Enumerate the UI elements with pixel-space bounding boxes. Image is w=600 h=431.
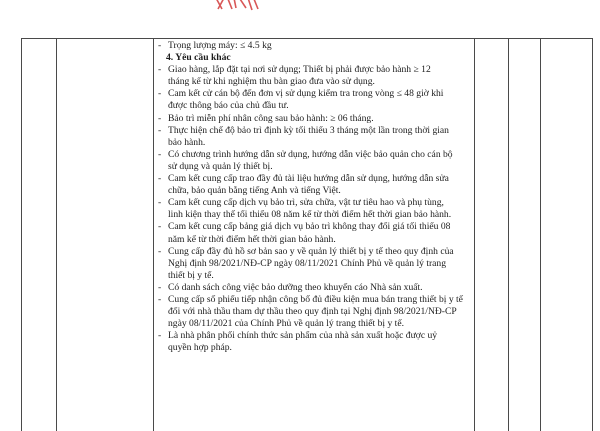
list-item	[158, 246, 470, 282]
bullet-dash: -	[158, 88, 162, 100]
list-item-text	[168, 197, 470, 221]
list-item	[158, 221, 470, 245]
list-item-text	[168, 125, 470, 149]
bullet-dash: -	[158, 245, 162, 257]
list-item-line: Có danh sách công việc bảo dưỡng theo khuyến cáo Nhà sản xuất.	[168, 281, 423, 293]
table-column-divider	[540, 38, 541, 431]
list-item-line: Giao hàng, lắp đặt tại nơi sử dụng; Thiết bị phải được bảo hành ≥ 12	[168, 64, 431, 76]
bullet-dash: -	[158, 148, 162, 160]
list-item-line: Cung cấp số phiếu tiếp nhận công bố đủ điều kiện mua bán trang thiết bị y tế	[168, 293, 463, 305]
list-item-text	[168, 246, 470, 282]
section-heading: 4. Yêu cầu khác	[166, 52, 231, 64]
table-border-top	[21, 38, 593, 39]
bullet-dash: -	[158, 293, 162, 305]
list-item-text	[168, 113, 470, 125]
list-item-line: Cam kết cung cấp dịch vụ bảo trì, sửa chữa, vật tư tiêu hao và phụ tùng,	[168, 197, 444, 209]
requirements-list	[158, 64, 470, 354]
list-item-text	[168, 149, 470, 173]
list-item-text	[168, 173, 470, 197]
list-item-text	[168, 282, 470, 294]
bullet-dash: -	[158, 197, 162, 209]
list-item	[158, 125, 470, 149]
list-item-text	[168, 221, 470, 245]
list-item-line: được thông báo của chủ đầu tư.	[168, 100, 289, 112]
list-item-line: năm kể từ thời điểm hết thời gian bảo hành.	[168, 233, 336, 245]
list-item-text	[168, 64, 470, 88]
bullet-dash: -	[158, 330, 162, 342]
list-item	[158, 149, 470, 173]
list-item-line: Cam kết cung cấp trao đầy đủ tài liệu hướng dẫn sử dụng, hướng dẫn sửa	[168, 173, 449, 185]
table-column-divider	[153, 38, 154, 431]
list-item-line: sử dụng và quản lý thiết bị.	[168, 160, 273, 172]
bullet-dash: -	[158, 173, 162, 185]
list-item-text	[168, 88, 470, 112]
list-item-text	[168, 330, 470, 354]
list-item-line: Thực hiện chế độ bảo trì định kỳ tối thiểu 3 tháng một lần trong thời gian	[168, 124, 449, 136]
list-item-line: Cam kết cung cấp bảng giá dịch vụ bảo trì không thay đổi giá tối thiểu 08	[168, 221, 451, 233]
list-item-line: chữa, bảo quản bằng tiếng Anh và tiếng Việt.	[168, 185, 341, 197]
list-item	[158, 197, 470, 221]
list-item-line: tháng kể từ khi nghiệm thu bàn giao đưa vào sử dụng.	[168, 76, 375, 88]
list-item	[158, 294, 470, 330]
bullet-dash: -	[158, 112, 162, 124]
bullet-dash: -	[158, 124, 162, 136]
table-border-left	[21, 38, 22, 431]
list-item-line: Là nhà phân phối chính thức sản phẩm của nhà sản xuất hoặc được uỷ	[168, 330, 438, 342]
table-column-divider	[508, 38, 509, 431]
list-item	[158, 88, 470, 112]
list-item	[158, 113, 470, 125]
requirements-cell	[158, 40, 470, 354]
list-item	[158, 64, 470, 88]
list-item-line: ngày 08/11/2021 của Chính Phủ về quản lý trang thiết bị y tế.	[168, 318, 404, 330]
table-border-right	[592, 38, 593, 431]
list-item-text	[168, 294, 470, 330]
weight-spec: Trọng lượng máy: ≤ 4.5 kg	[168, 40, 272, 51]
list-item-line: Cam kết cử cán bộ đến đơn vị sử dụng kiểm tra trong vòng ≤ 48 giờ khi	[168, 88, 444, 100]
red-stamp-fragment	[212, 0, 262, 12]
list-item-line: quyền hợp pháp.	[168, 342, 232, 354]
bullet-dash: -	[158, 221, 162, 233]
list-item	[158, 330, 470, 354]
list-item-line: Bảo trì miễn phí nhân công sau bảo hành: ≥ 06 tháng.	[168, 112, 374, 124]
list-item	[158, 173, 470, 197]
list-item-line: thiết bị y tế.	[168, 269, 214, 281]
bullet-dash: -	[158, 64, 162, 76]
table-column-divider	[474, 38, 475, 431]
table-column-divider	[56, 38, 57, 431]
list-item-line: Có chương trình hướng dẫn sử dụng, hướng dẫn việc bảo quản cho cán bộ	[168, 148, 453, 160]
list-item-line: Nghị định 98/2021/NĐ-CP ngày 08/11/2021 Chính Phủ về quản lý trang	[168, 257, 447, 269]
list-item-line: đối với nhà thầu tham dự thầu theo quy định tại Nghị định 98/2021/NĐ-CP	[168, 306, 457, 318]
bullet-dash: -	[158, 281, 162, 293]
list-item-line: linh kiện thay thế tối thiểu 08 năm kể từ thời điểm hết thời gian bảo hành.	[168, 209, 452, 221]
list-item-line: Cung cấp đầy đủ hồ sơ bản sao y về quản lý thiết bị y tế theo quy định của	[168, 245, 454, 257]
list-item-line: bảo hành.	[168, 136, 206, 148]
list-item: - Trọng lượng máy: ≤ 4.5 kg	[158, 40, 470, 52]
list-item	[158, 282, 470, 294]
